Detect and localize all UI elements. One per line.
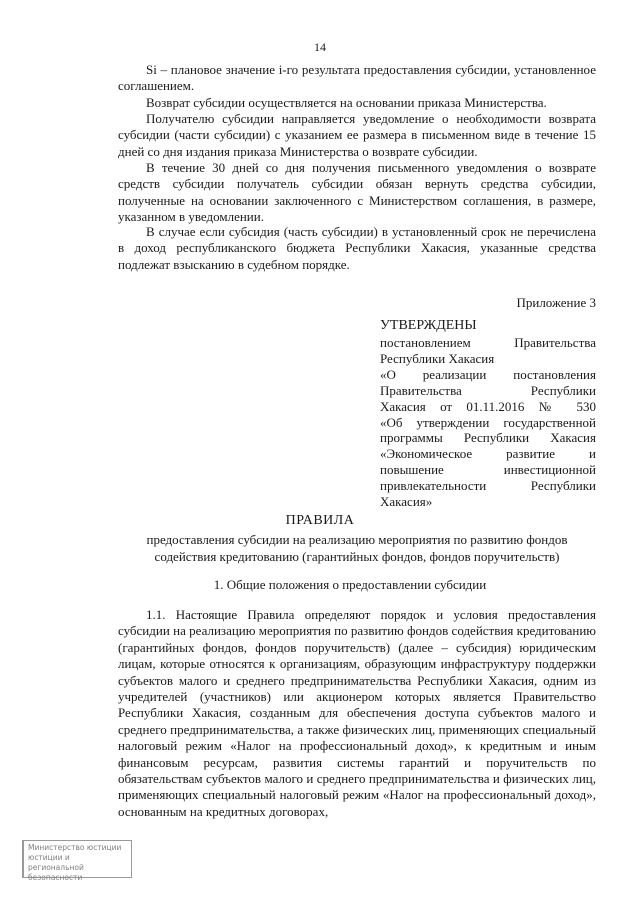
paragraph-return-notice: Получателю субсидии направляется уведомление о необходимости возврата субсидии (части субсидии) с указанием ее размера в письменном виде в течение 15 дней со дня издания приказа Министерства о возврате субсидии. — [118, 111, 596, 159]
approved-line: Хакасия от 01.11.2016 № 530 — [380, 398, 596, 414]
approved-line: привлекательности Республики — [380, 478, 596, 494]
rules-subtitle: предоставления субсидии на реализацию мероприятия по развитию фондов содействия кредитованию (гарантийных фондов, фондов поручительств) — [146, 532, 568, 564]
section-heading: 1. Общие положения о предоставлении субсидии — [213, 577, 487, 592]
approved-line: «О реализации постановления — [380, 366, 596, 382]
approved-line: программы Республики Хакасия — [380, 430, 596, 446]
clause-1-1: 1.1. Настоящие Правила определяют порядок и условия предоставления субсидии на реализацию мероприятия по развитию фондов содействия кредитованию (гарантийных фондов, фондов поручительств) (далее – субсидия) юридическим лицам, которые относятся к организациям, образующим инфраструктуру поддержки субъектов малого и среднего предпринимательства Республики Хакасия, одним из учредителей (участников) или акционером которых является Правительство Республики Хакасия, созданным для обеспечения доступа субъектов малого и среднего предпринимательства, а также физических лиц, применяющих специальный налоговый режим «Налог на профессиональный доход», к кредитным и иным финансовым ресурсам, развития системы гарантий и поручительств по обязательствам субъектов малого и среднего предпринимательства и физических лиц, применяющих специальный налоговый режим «Налог на профессиональный доход», основанным на кредитных договорах, — [118, 607, 596, 819]
approved-line: Правительства Республики — [380, 382, 596, 398]
approved-line: Республики Хакасия — [380, 350, 495, 366]
page-number: 14 — [314, 40, 326, 54]
rules-title: ПРАВИЛА — [285, 513, 355, 528]
approved-line: постановлением Правительства — [380, 335, 596, 350]
approved-line: «Экономическое развитие и — [380, 446, 596, 462]
stamp-line: безопасности — [28, 873, 83, 882]
paragraph-return-deadline: В течение 30 дней со дня получения письменного уведомления о возврате средств субсидии получатель субсидии обязан вернуть средства субсидии, полученные на основании заключенного с Министерством соглашения, в размере, указанном в уведомлении. — [118, 160, 596, 225]
paragraph-si-definition: Si – плановое значение i-го результата предоставления субсидии, установленное соглашением. — [118, 62, 596, 94]
appendix-label: Приложение 3 — [516, 295, 596, 310]
stamp-line: Министерство юстиции — [28, 843, 122, 852]
approved-line: повышение инвестиционной — [380, 462, 596, 478]
approved-heading: УТВЕРЖДЕНЫ — [380, 318, 477, 333]
approved-line: «Об утверждении государственной — [380, 414, 596, 430]
registration-stamp — [22, 840, 132, 882]
approved-line: Хакасия» — [380, 494, 433, 510]
paragraph-return-basis: Возврат субсидии осуществляется на основании приказа Министерства. — [146, 95, 547, 110]
paragraph-court-recovery: В случае если субсидия (часть субсидии) в установленный срок не перечислена в доход республиканского бюджета Республики Хакасия, указанные средства подлежат взысканию в судебном порядке. — [118, 224, 596, 272]
approval-block — [380, 317, 596, 510]
stamp-line: юстиции и региональной — [28, 853, 84, 872]
